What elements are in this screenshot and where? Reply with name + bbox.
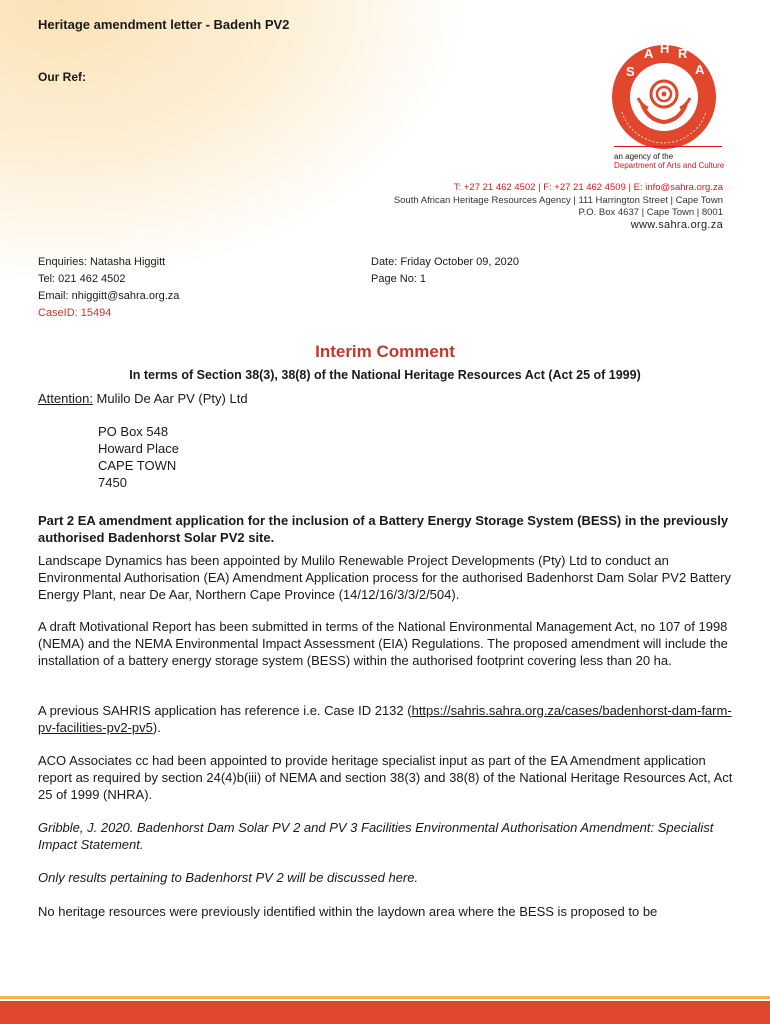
scope-note: Only results pertaining to Badenhorst PV 2 will be discussed here.	[38, 870, 419, 885]
our-ref-label: Our Ref:	[38, 70, 86, 84]
body-paragraph-2: A draft Motivational Report has been submitted in terms of the National Environmental Management Act, no 107 of 1998 (NEMA) and the NEMA Environmental Impact Assessment (EIA) Regulations. The proposed amendment will include the installation of a battery energy storage system (BESS) within the authorised footprint covering less than 20 ha.	[38, 619, 728, 668]
logo-letter: R	[678, 46, 688, 61]
footer-stripe-gold	[0, 996, 770, 999]
address-line: PO Box 548	[98, 424, 169, 439]
case-reference-text: A previous SAHRIS application has reference i.e. Case ID 2132 (	[38, 703, 412, 718]
sahra-logo	[598, 42, 730, 158]
agency-line-1: an agency of the	[614, 152, 674, 161]
agency-line-2: Department of Arts and Culture	[614, 161, 725, 170]
email: Email: nhiggitt@sahra.org.za	[38, 290, 180, 302]
case-id: CaseID: 15494	[38, 307, 112, 319]
telephone: Tel: 021 462 4502	[38, 273, 126, 285]
logo-letter: S	[626, 64, 635, 79]
body-paragraph-7: No heritage resources were previously identified within the laydown area where the BESS is proposed to be	[38, 904, 658, 919]
document-title: Heritage amendment letter - Badenh PV2	[38, 17, 290, 32]
address-line: Howard Place	[98, 441, 179, 456]
postal-address	[98, 423, 179, 491]
attention-label: Attention:	[38, 391, 93, 406]
legal-reference-heading: In terms of Section 38(3), 38(8) of the National Heritage Resources Act (Act 25 of 1999)	[129, 368, 641, 382]
address-line: 7450	[98, 475, 127, 490]
footer-stripe-red	[0, 1001, 770, 1024]
logo-divider	[614, 146, 722, 147]
page-number: Page No: 1	[371, 273, 427, 285]
body-paragraph-4: ACO Associates cc had been appointed to provide heritage specialist input as part of the EA Amendment application report as required by section 24(4)b(iii) of NEMA and section 38(3) and 38(8) of the National Heritage Resources Act, Act 25 of 1999 (NHRA).	[38, 753, 733, 802]
logo-letter: A	[644, 46, 654, 61]
logo-letter: H	[660, 42, 670, 56]
attention-recipient: Mulilo De Aar PV (Pty) Ltd	[92, 391, 248, 406]
sahris-case-link[interactable]: https://sahris.sahra.org.za/cases/badenhorst-dam-farm-pv-facilities-pv2-pv5	[38, 703, 732, 735]
citation-paragraph: Gribble, J. 2020. Badenhorst Dam Solar PV 2 and PV 3 Facilities Environmental Authorisation Amendment: Specialist Impact Statement.	[38, 820, 714, 852]
website-link[interactable]: www.sahra.org.za	[630, 219, 723, 231]
contact-phone-line: T: +27 21 462 4502 | F: +27 21 462 4509 | E: info@sahra.org.za	[453, 182, 723, 193]
letter-date: Date: Friday October 09, 2020	[371, 256, 519, 268]
body-paragraph-3: A previous SAHRIS application has reference i.e. Case ID 2132 (https://sahris.sahra.org.za/cases/badenhorst-dam-farm-pv-facilities-pv2-pv5).	[38, 703, 732, 735]
address-line: CAPE TOWN	[98, 458, 177, 473]
interim-comment-heading: Interim Comment	[315, 342, 455, 361]
body-paragraph-1: Landscape Dynamics has been appointed by Mulilo Renewable Project Developments (Pty) Ltd to conduct an Environmental Authorisation (EA) Amendment Application process for the authorised Badenhorst Dam Solar PV2 Battery Energy Plant, near De Aar, Northern Cape Province (14/12/16/3/3/2/504).	[38, 553, 731, 602]
attention-line	[38, 391, 248, 406]
logo-letter: A	[695, 62, 705, 77]
contact-address-line-1: South African Heritage Resources Agency | 111 Harrington Street | Cape Town	[393, 195, 723, 206]
subject-line: Part 2 EA amendment application for the inclusion of a Battery Energy Storage System (BESS) in the previously authorised Badenhorst Solar PV2 site.	[38, 513, 729, 545]
contact-address-line-2: P.O. Box 4637 | Cape Town | 8001	[578, 207, 723, 218]
enquiries: Enquiries: Natasha Higgitt	[38, 256, 166, 268]
